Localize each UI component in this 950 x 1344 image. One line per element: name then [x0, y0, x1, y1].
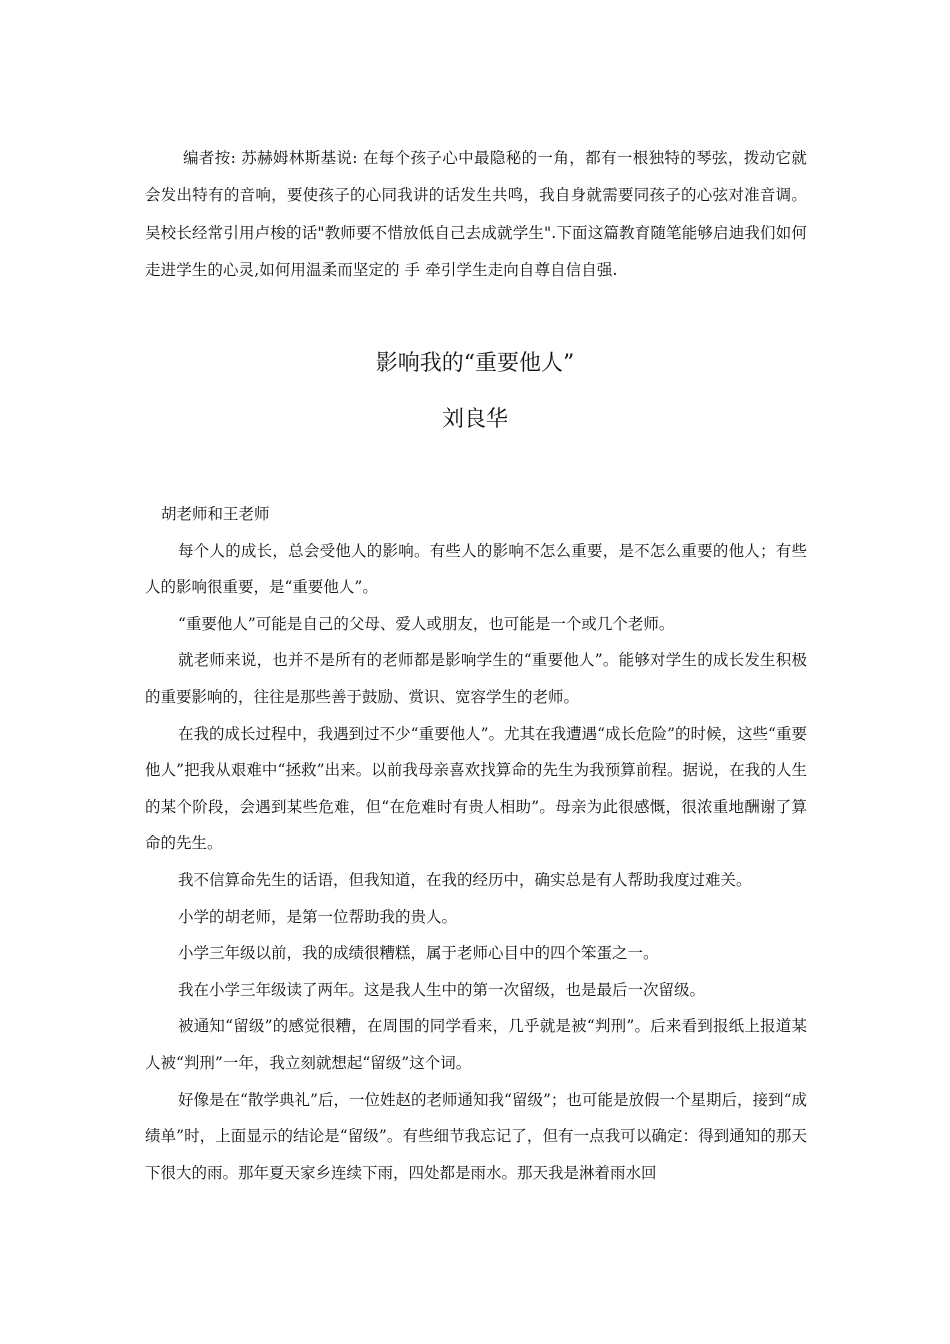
body-paragraph: 我不信算命先生的话语，但我知道，在我的经历中，确实总是有人帮助我度过难关。 — [178, 870, 752, 889]
editor-note: 编者按: 苏赫姆林斯基说: 在每个孩子心中最隐秘的一角，都有一根独特的琴弦，拨动它就会发出特有的音响，要使孩子的心同我讲的话发生共鸣，我自身就需要同孩子的心弦对准音调。 吴校长经常引用卢梭的话"教师要不惜放低自己去成就学生".下面这篇教育随笔能够启迪我们如何走进学生的心灵,如何用温柔而坚定的 手 牵引学生走向自尊自信自强. — [145, 148, 807, 279]
body-paragraph: 我在小学三年级读了两年。这是我人生中的第一次留级，也是最后一次留级。 — [178, 980, 706, 999]
body-paragraph: 每个人的成长，总会受他人的影响。有些人的影响不怎么重要，是不怎么重要的他人；有些人的影响很重要，是“重要他人”。 — [145, 541, 807, 597]
body-paragraph: 小学的胡老师，是第一位帮助我的贵人。 — [178, 907, 458, 926]
body-paragraph: 就老师来说，也并不是所有的老师都是影响学生的“重要他人”。能够对学生的成长发生积极的重要影响的，往往是那些善于鼓励、赏识、宽容学生的老师。 — [145, 651, 807, 706]
body-paragraph: 小学三年级以前，我的成绩很糟糕，属于老师心目中的四个笨蛋之一。 — [178, 944, 659, 963]
article-body — [145, 496, 807, 1191]
section-subheading: 胡老师和王老师 — [161, 505, 270, 523]
body-paragraph: 在我的成长过程中，我遇到过不少“重要他人”。尤其在我遭遇“成长危险”的时候，这些“重要他人”把我从艰难中“拯救”出来。以前我母亲喜欢找算命的先生为我预算前程。据说，在我的人生的某个阶段，会遇到某些危难，但“在危难时有贵人相助”。母亲为此很感慨，很浓重地酬谢了算命的先生。 — [145, 724, 807, 853]
article-author: 刘良华 — [441, 407, 508, 432]
body-paragraph: 被通知“留级”的感觉很糟，在周围的同学看来，几乎就是被“判刑”。后来看到报纸上报道某人被“判刑”一年，我立刻就想起“留级”这个词。 — [145, 1017, 807, 1072]
body-paragraph: “重要他人”可能是自己的父母、爱人或朋友，也可能是一个或几个老师。 — [178, 614, 675, 633]
article-title: 影响我的“重要他人” — [375, 351, 575, 376]
body-paragraph: 好像是在“散学典礼”后，一位姓赵的老师通知我“留级”；也可能是放假一个星期后，接到“成绩单”时，上面显示的结论是“留级”。有些细节我忘记了，但有一点我可以确定：得到通知的那天下很大的雨。那年夏天家乡连续下雨，四处都是雨水。那天我是淋着雨水回 — [145, 1090, 807, 1182]
